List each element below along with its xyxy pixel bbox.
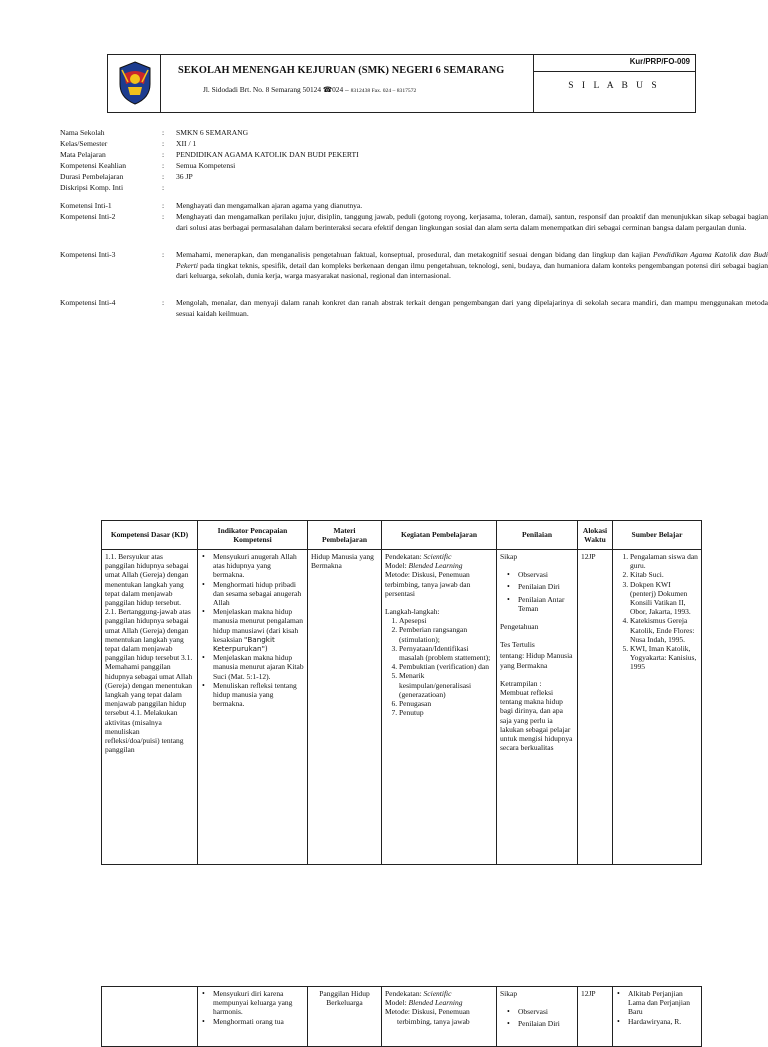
identity-colon: :	[162, 212, 165, 221]
model-line	[385, 561, 493, 570]
identity-value: 36 JP	[176, 172, 193, 181]
document-type: S I L A B U S	[568, 81, 660, 91]
identity-label: Diskripsi Komp. Inti	[60, 183, 124, 192]
pendekatan-line	[385, 552, 493, 561]
pendekatan-label: Pendekatan:	[385, 989, 422, 998]
alokasi-cell: 12JP	[578, 987, 613, 1047]
kegiatan-cell	[382, 987, 497, 1047]
identity-colon: :	[162, 150, 165, 159]
identity-label: Durasi Pembelajaran	[60, 172, 124, 181]
document-code: Kur/PRP/FO-009	[629, 57, 690, 66]
syllabus-table-continued	[101, 986, 702, 1047]
identity-colon: :	[162, 139, 165, 148]
list-item: 1. Apesepsi	[399, 616, 493, 625]
sumber-list	[616, 552, 698, 672]
alokasi-cell: 12JP	[578, 550, 613, 865]
keterampilan-detail: Membuat refleksi tentang makna hidup bagi dirinya, dan apa saja yang perlu ia lakukan sebagai pelajar untuk mengisi hidupnya secara berkualitas	[500, 688, 573, 753]
kd-cell: 1.1. Bersyukur atas panggilan hidupnya sebagai umat Allah (Gereja) dengan menentukan langkah yang tepat dalam menjawab panggilan hidup tersebut. 2.1. Bertanggung-jawab atas panggilan hidupnya sebagai umat Allah (Gereja) dengan menentukan langkah yang tepat dalam menjawab panggilan hidup tersebut 3.1. Memahami panggilan hidupnya sebagai umat Allah (Gereja) dengan menentukan langkah yang tepat dalam menjawab panggilan hidup tersebut 4.1. Melakukan aktivitas (misalnya menuliskan refleksi/doa/puisi) tentang panggilan	[102, 550, 198, 865]
materi-cell: Panggilan Hidup Berkeluarga	[308, 987, 382, 1047]
langkah-list	[385, 616, 493, 717]
school-name: SEKOLAH MENENGAH KEJURUAN (SMK) NEGERI 6 SEMARANG	[178, 65, 505, 76]
model-line	[385, 998, 493, 1007]
keterampilan-label: Ketrampilan :	[500, 678, 542, 688]
pendekatan-value: Scientific	[423, 989, 452, 998]
list-item: 6. Penugasan	[399, 699, 493, 708]
identity-label: Nama Sekolah	[60, 128, 105, 137]
indikator-list	[201, 552, 304, 708]
list-item: 3. Dokpen KWI (penterj) Dokumen Konsili Vatikan II, Obor, Jakarta, 1993.	[630, 580, 698, 617]
identity-colon: :	[162, 250, 165, 259]
identity-label: Mata Pelajaran	[60, 150, 106, 159]
tes-label: Tes Tertulis	[500, 640, 535, 650]
tes-detail: tentang: Hidup Manusia yang Bermakna	[500, 651, 573, 670]
column-header: Kompetensi Dasar (KD)	[102, 521, 198, 550]
list-item: 3. Pernyataan/Identifikasi masalah (problem stattement);	[399, 644, 493, 662]
list-item: • Menghormati orang tua	[213, 1017, 304, 1026]
pendekatan-line	[385, 989, 493, 998]
penilaian-cell	[497, 550, 578, 865]
list-item: • Observasi	[518, 1007, 574, 1016]
identity-colon: :	[162, 183, 165, 192]
identity-label: Kelas/Semester	[60, 139, 108, 148]
column-header: Indikator Pencapaian Kompetensi	[198, 521, 308, 550]
column-header: Kegiatan Pembelajaran	[382, 521, 497, 550]
list-item: • Penilaian Diri	[518, 1019, 574, 1028]
list-item: • Mensyukuri anugerah Allah atas hidupnya yang bermakna.	[213, 552, 304, 580]
ki3-subject: Pendidikan Agama Katolik dan Budi Pekerti	[176, 250, 768, 270]
identity-value: SMKN 6 SEMARANG	[176, 128, 249, 137]
list-item: • Mensyukuri diri karena mempunyai keluarga yang harmonis.	[213, 989, 304, 1017]
list-item: 4. Pembuktian (verification) dan	[399, 662, 493, 671]
metode-text: terbimbing, tanya jawab	[397, 1016, 470, 1026]
list-item: • Penilaian Antar Teman	[518, 595, 574, 613]
langkah-title: Langkah-langkah:	[385, 607, 440, 617]
model-label: Model:	[385, 998, 407, 1008]
kegiatan-cell	[382, 550, 497, 865]
column-header: Materi Pembelajaran	[308, 521, 382, 550]
pendekatan-label: Pendekatan:	[385, 552, 422, 561]
sumber-list	[616, 989, 698, 1026]
sikap-label: Sikap	[500, 989, 518, 998]
header-divider	[533, 71, 695, 72]
list-item: • Observasi	[518, 570, 574, 579]
phone-fax-text: 8312438 Fax. 024 – 8317572	[350, 88, 417, 94]
syllabus-table	[101, 520, 702, 865]
sumber-cell	[613, 987, 702, 1047]
indikator-cell	[198, 987, 308, 1047]
indikator-quote: "Bangkit Keterpurukan")	[213, 634, 275, 654]
list-item	[213, 607, 304, 653]
sikap-label: Sikap	[500, 552, 518, 561]
sumber-cell	[613, 550, 702, 865]
address-text: Jl. Sidodadi Brt. No. 8 Semarang 50124 ☎024 –	[203, 85, 349, 94]
identity-colon: :	[162, 161, 165, 170]
table-row	[102, 987, 702, 1047]
indikator-text: Menjelaskan makna hidup manusia menurut pengalaman hidup manusiawi (dari kisah kesaksian	[213, 607, 303, 644]
document-header	[107, 54, 696, 113]
metode-text: Metode: Diskusi, Penemuan	[385, 1007, 470, 1017]
list-item: 2. Pemberian rangsangan (stimulation);	[399, 625, 493, 643]
metode-text: Metode: Diskusi, Penemuan terbimbing, tanya jawab dan persentasi	[385, 570, 471, 598]
pengetahuan-label: Pengetahuan	[500, 622, 539, 632]
identity-label: Kometensi Inti-1	[60, 201, 112, 210]
list-item: • Menghormati hidup pribadi dan sesama sebagai anugerah Allah	[213, 580, 304, 608]
identity-colon: :	[162, 128, 165, 137]
identity-colon: :	[162, 201, 165, 210]
ki3-text: pada tingkat teknis, spesifik, detail dan kompleks berkenaan dengan ilmu pengetahuan, teknologi, seni, budaya, dan humaniora dalam konteks pengembangan potensi diri sebagai bagian dari keluarga, sekolah, dunia kerja, warga masyarakat nasional, regional dan internasional.	[176, 260, 768, 280]
list-item: 1. Pengalaman siswa dan guru.	[630, 552, 698, 570]
identity-label: Kompetensi Inti-2	[60, 212, 116, 221]
school-logo-icon	[116, 60, 154, 106]
list-item: • Menuliskan refleksi tentang hidup manusia yang bermakna.	[213, 681, 304, 709]
table-row	[102, 550, 702, 865]
list-item: • Menjelaskan makna hidup manusia menurut ajaran Kitab Suci (Mat. 5:1-12).	[213, 653, 304, 681]
list-item: 5. Menarik kesimpulan/generalisasi (generazatioan)	[399, 671, 493, 699]
model-value: Blended Learning	[408, 998, 463, 1008]
identity-value	[176, 250, 768, 282]
materi-cell: Hidup Manusia yang Bermakna	[308, 550, 382, 865]
header-divider	[160, 55, 161, 112]
list-item: 2. Kitab Suci.	[630, 570, 698, 579]
identity-label: Kompetensi Keahlian	[60, 161, 127, 170]
identity-value: Menghayati dan mengamalkan perilaku jujur, disiplin, tanggung jawab, peduli (gotong royong, kerjasama, toleran, damai), santun, responsif dan proaktif dan menunjukkan sikap sebagai bagian dari solusi atas berbagai permasalahan dalam berinteraksi secara efektif dengan lingkungan sosial dan alam serta dalam menempatkan diri sebagai cerminan bangsa dalam pergaulan dunia.	[176, 212, 768, 232]
identity-value: XII / 1	[176, 139, 197, 148]
column-header: Penilaian	[497, 521, 578, 550]
sikap-list	[506, 1007, 574, 1028]
model-label: Model:	[385, 561, 407, 571]
list-item: • Hardawiryana, R.	[628, 1017, 698, 1026]
kd-cell	[102, 987, 198, 1047]
sikap-list	[506, 570, 574, 613]
penilaian-cell	[497, 987, 578, 1047]
identity-value: Semua Kompetensi	[176, 161, 236, 170]
school-address	[203, 85, 533, 94]
column-header: Alokasi Waktu	[578, 521, 613, 550]
list-item: 4. Katekismus Gereja Katolik, Ende Flores: Nusa Indah, 1995.	[630, 616, 698, 644]
identity-colon: :	[162, 172, 165, 181]
model-value: Blended Learning	[408, 561, 463, 571]
column-header: Sumber Belajar	[613, 521, 702, 550]
table-header-row	[102, 521, 702, 550]
identity-label: Kompetensi Inti-4	[60, 298, 116, 307]
list-item: 7. Penutup	[399, 708, 493, 717]
identity-colon: :	[162, 298, 165, 307]
pendekatan-value: Scientific	[423, 552, 452, 561]
list-item: • Penilaian Diri	[518, 582, 574, 591]
identity-value: Mengolah, menalar, dan menyaji dalam ranah konkret dan ranah abstrak terkait dengan pengembangan dari yang dipelajarinya di sekolah secara mandiri, dan mampu menggunakan metoda sesuai kaidah keilmuan.	[176, 298, 768, 318]
identity-value: Menghayati dan mengamalkan ajaran agama yang dianutnya.	[176, 201, 363, 210]
indikator-cell	[198, 550, 308, 865]
identity-value: PENDIDIKAN AGAMA KATOLIK DAN BUDI PEKERTI	[176, 150, 359, 159]
ki3-text: Memahami, menerapkan, dan menganalisis pengetahuan faktual, konseptual, prosedural, dan metakognitif sesuai dengan bidang dan lingkup dan kajian	[176, 250, 654, 259]
indikator-list	[201, 989, 304, 1026]
identity-label: Kompetensi Inti-3	[60, 250, 116, 259]
list-item: • Alkitab Perjanjian Lama dan Perjanjian Baru	[628, 989, 698, 1017]
list-item: 5. KWI, Iman Katolik, Yogyakarta: Kanisius, 1995	[630, 644, 698, 672]
